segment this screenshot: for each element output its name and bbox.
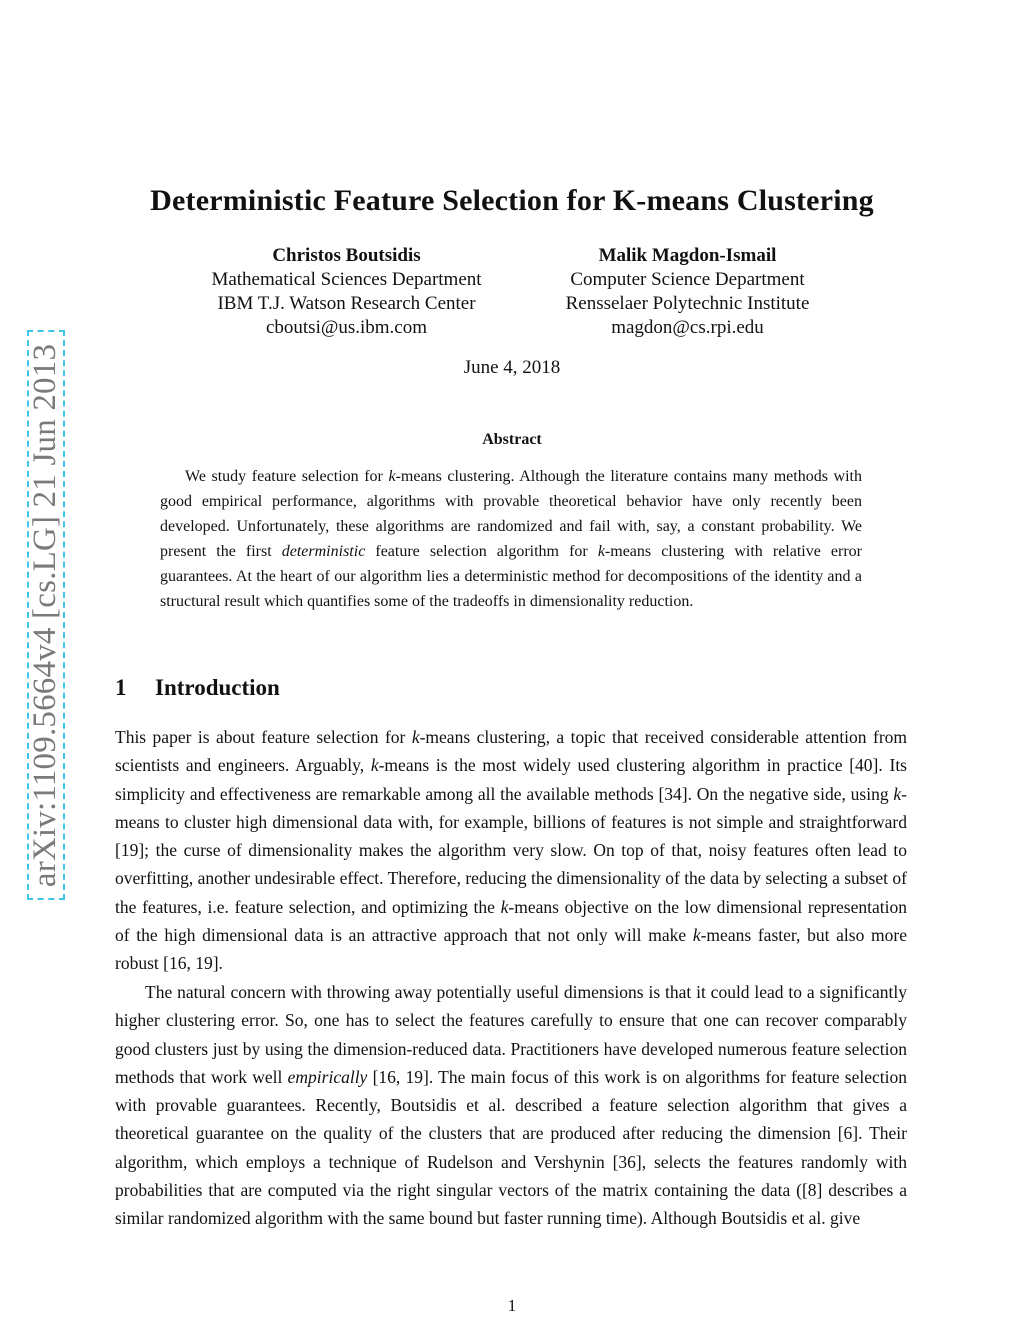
page-number: 1 [507, 1296, 517, 1315]
paper-title: Deterministic Feature Selection for K-means Clustering [150, 184, 874, 217]
body-paragraph-2: The natural concern with throwing away potentially useful dimensions is that it could lead to a significantly higher clustering error. So, one has to select the features carefully to ensure that one can recover comparably good clusters just by using the dimension-reduced data. Practitioners have developed numerous feature selection methods that work well empirically [16, 19]. The main focus of this work is on algorithms for feature selection with provable guarantees. Recently, Boutsidis et al. described a feature selection algorithm that gives a theoretical guarantee on the quality of the clusters that are produced after reducing the dimension [6]. Their algorithm, which employs a technique of Rudelson and Vershynin [36], selects the features randomly with probabilities that are computed via the right singular vectors of the matrix containing the data ([8] describes a similar randomized algorithm with the same bound but faster running time). Although Boutsidis et al. give [115, 982, 907, 1229]
section-title: Introduction [155, 675, 280, 700]
author-email: cboutsi@us.ibm.com [265, 317, 428, 338]
author-name: Malik Magdon-Ismail [598, 245, 777, 266]
paper-date: June 4, 2018 [463, 357, 561, 378]
author-block-2 [540, 244, 835, 340]
author-name: Christos Boutsidis [272, 245, 421, 266]
abstract-heading: Abstract [482, 431, 542, 448]
abstract-text: We study feature selection for k-means clustering. Although the literature contains many methods with good empirical performance, algorithms with provable theoretical behavior have only recently been developed. Unfortunately, these algorithms are randomized and fail with, say, a constant probability. We present the first deterministic feature selection algorithm for k-means clustering with relative error guarantees. At the heart of our algorithm lies a deterministic method for decompositions of the identity and a structural result which quantifies some of the tradeoffs in dimensionality reduction. [160, 468, 863, 610]
author-block-1 [180, 244, 513, 340]
author-department: Mathematical Sciences Department [211, 269, 482, 290]
author-institution: IBM T.J. Watson Research Center [217, 293, 476, 314]
section-heading [115, 675, 280, 701]
author-institution: Rensselaer Polytechnic Institute [565, 293, 810, 314]
body-paragraph-1: This paper is about feature selection for k-means clustering, a topic that received considerable attention from scientists and engineers. Arguably, k-means is the most widely used clustering algorithm in practice [40]. Its simplicity and effectiveness are remarkable among all the available methods [34]. On the negative side, using k-means to cluster high dimensional data with, for example, billions of features is not simple and straightforward [19]; the curse of dimensionality makes the algorithm very slow. On top of that, noisy features often lead to overfitting, another undesirable effect. Therefore, reducing the dimensionality of the data by selecting a subset of the features, i.e. feature selection, and optimizing the k-means objective on the low dimensional representation of the high dimensional data is an attractive approach that not only will make k-means faster, but also more robust [16, 19]. [115, 727, 908, 974]
author-department: Computer Science Department [570, 269, 805, 290]
author-email: magdon@cs.rpi.edu [611, 317, 764, 338]
arxiv-identifier-stamp [27, 330, 65, 900]
section-number: 1 [115, 675, 127, 700]
arxiv-identifier-text: arXiv:1109.5664v4 [cs.LG] 21 Jun 2013 [27, 343, 64, 887]
